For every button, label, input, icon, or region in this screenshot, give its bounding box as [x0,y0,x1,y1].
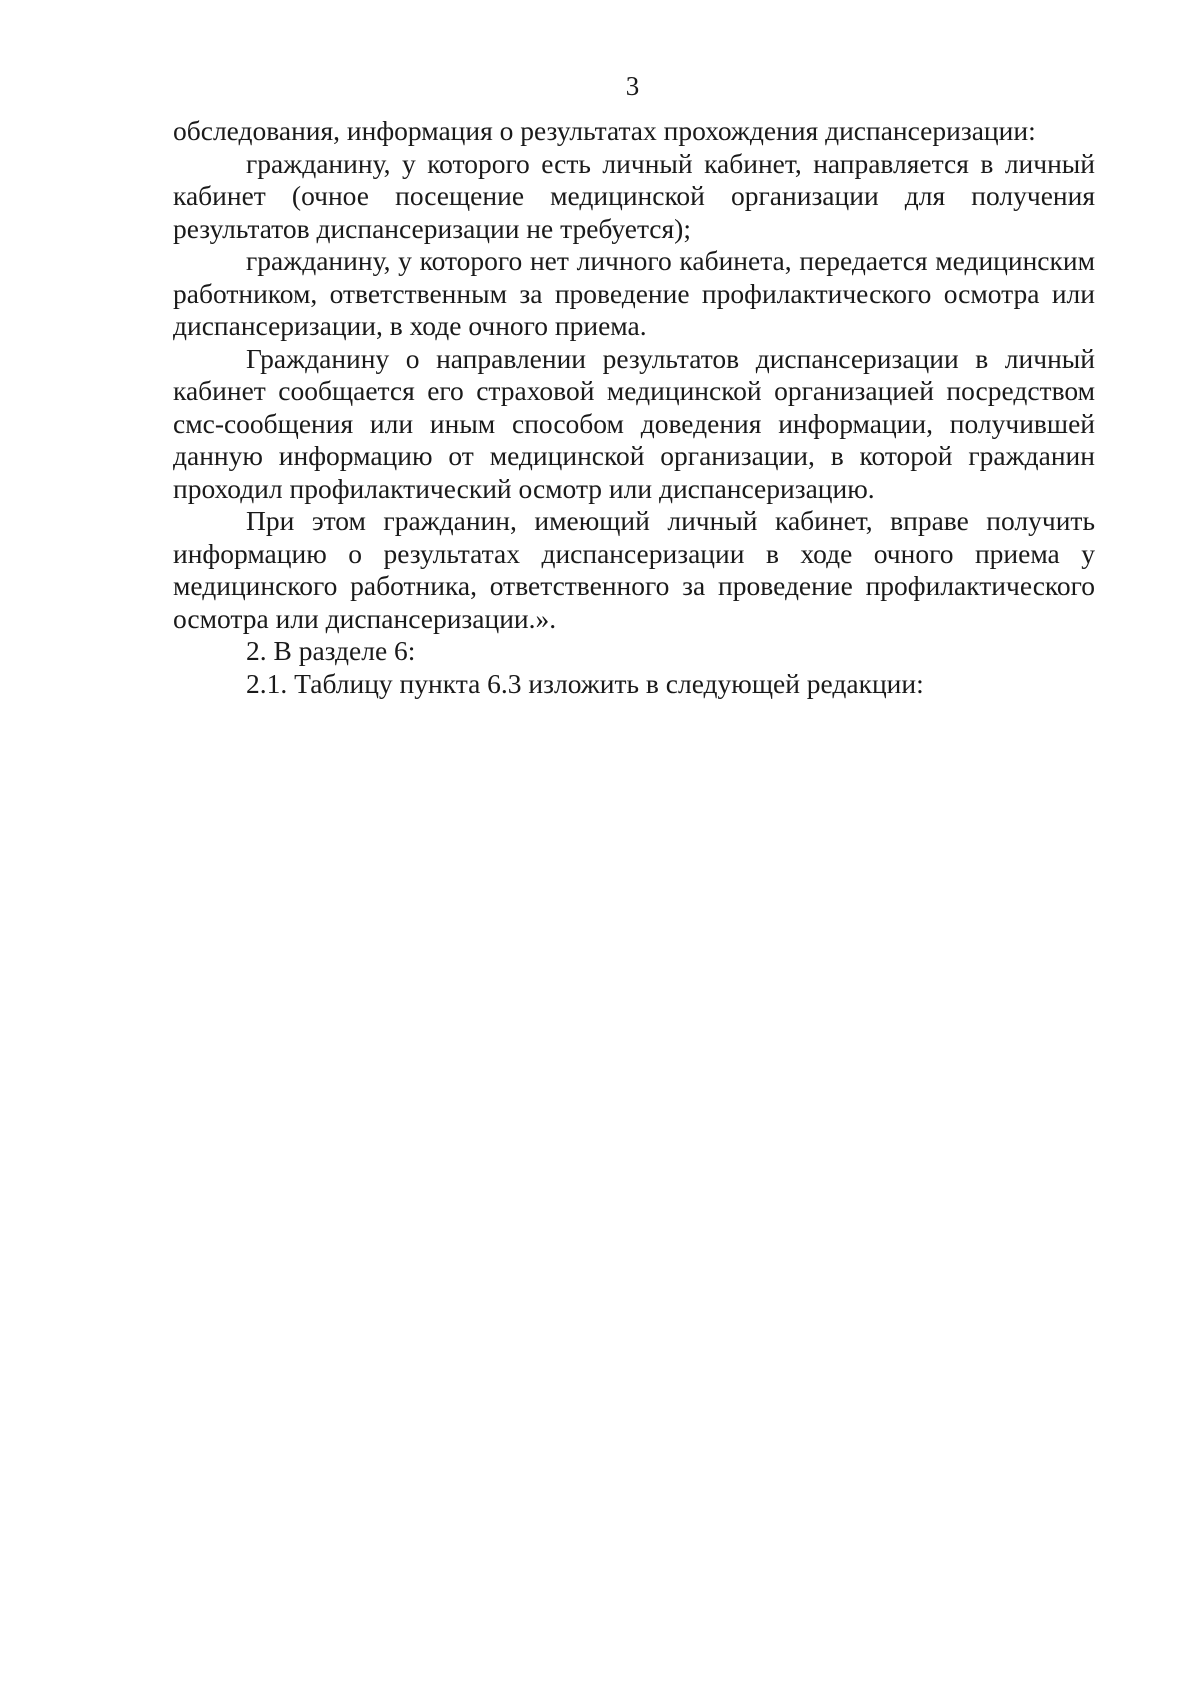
paragraph-continuation: обследования, информация о результатах прохождения диспансеризации: [173,115,1036,146]
document-body [173,115,1095,700]
paragraph-table-6-3: 2.1. Таблицу пункта 6.3 изложить в следующей редакции: [246,667,924,699]
paragraph-in-person-right: При этом гражданин, имеющий личный кабинет, вправе получить информацию о результатах диспансеризации в ходе очного приема у медицинского работника, ответственного за проведение профилактического осмотра или диспансеризации.». [173,505,1095,634]
page-number: 3 [625,71,640,101]
paragraph-with-account: гражданину, у которого есть личный кабинет, направляется в личный кабинет (очное посещение медицинской организации для получения результатов диспансеризации не требуется); [173,147,1095,244]
paragraph-notification: Гражданину о направлении результатов диспансеризации в личный кабинет сообщается его страховой медицинской организацией посредством смс-сообщения или иным способом доведения информации, получившей данную информацию от медицинской организации, в которой гражданин проходил профилактический осмотр или диспансеризацию. [173,342,1095,504]
paragraph-section-6: 2. В разделе 6: [246,635,416,666]
paragraph-without-account: гражданину, у которого нет личного кабинета, передается медицинским работником, ответственным за проведение профилактического осмотра или диспансеризации, в ходе очного приема. [173,245,1095,341]
